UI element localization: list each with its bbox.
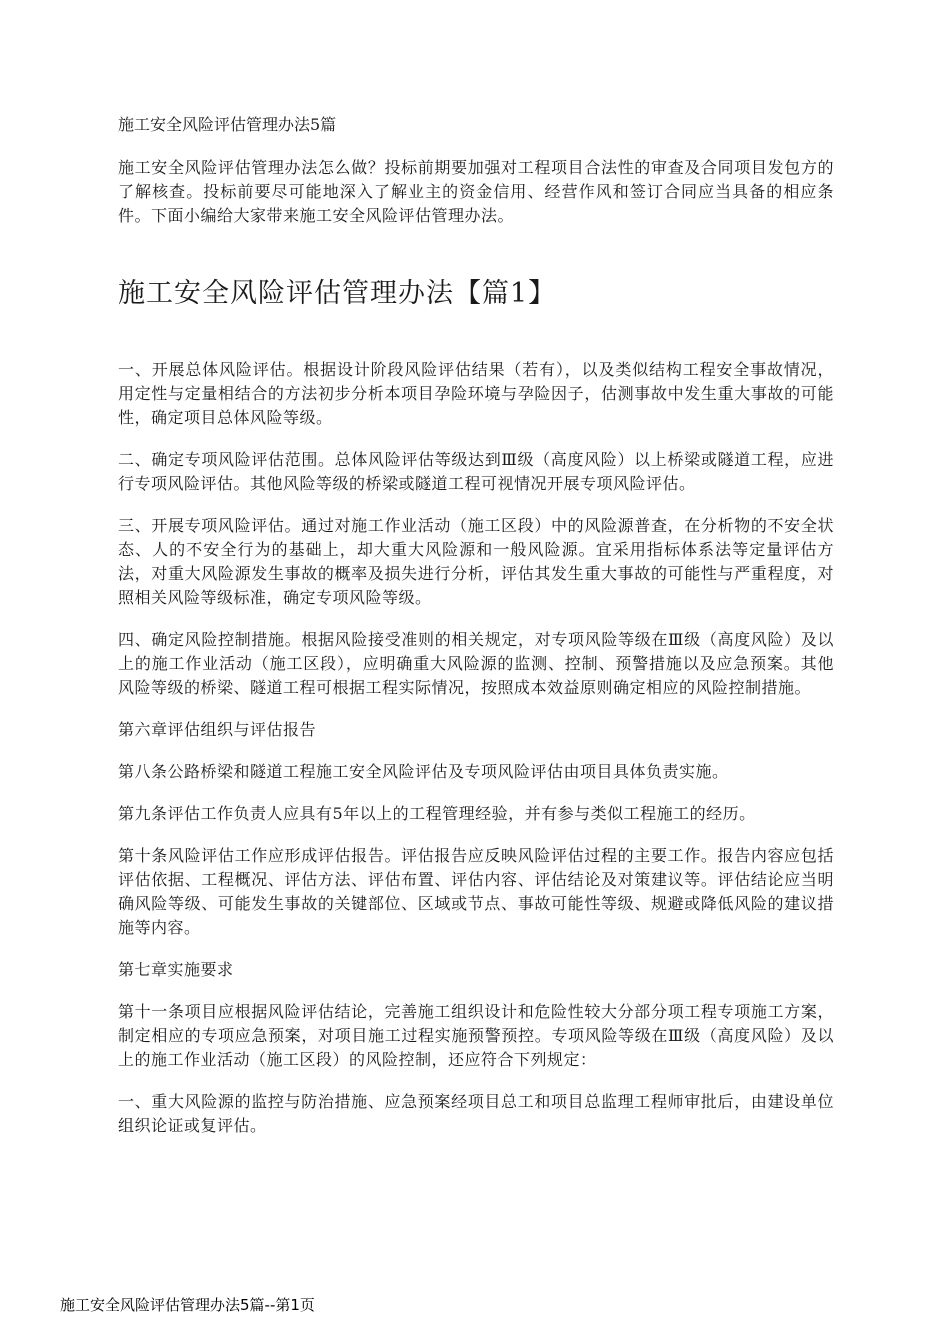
article-nine: 第九条评估工作负责人应具有5年以上的工程管理经验，并有参与类似工程施工的经历。 [118, 804, 756, 823]
chapter-six-heading: 第六章评估组织与评估报告 [118, 720, 317, 739]
chapter-seven-heading: 第七章实施要求 [118, 960, 234, 979]
article-eight: 第八条公路桥梁和隧道工程施工安全风险评估及专项风险评估由项目具体负责实施。 [118, 762, 729, 781]
document-title: 施工安全风险评估管理办法5篇 [118, 115, 337, 134]
section-heading: 施工安全风险评估管理办法【篇1】 [118, 278, 557, 309]
requirement-one: 一、重大风险源的监控与防治措施、应急预案经项目总工和项目总监理工程师审批后，由建设单位组织论证或复评估。 [118, 1092, 834, 1135]
paragraph-4: 四、确定风险控制措施。根据风险接受准则的相关规定，对专项风险等级在Ⅲ级（高度风险）及以上的施工作业活动（施工区段），应明确重大风险源的监测、控制、预警措施以及应急预案。其他风险等级的桥梁、隧道工程可根据工程实际情况，按照成本效益原则确定相应的风险控制措施。 [118, 630, 834, 697]
article-eleven: 第十一条项目应根据风险评估结论，完善施工组织设计和危险性较大分部分项工程专项施工方案，制定相应的专项应急预案，对项目施工过程实施预警预控。专项风险等级在Ⅲ级（高度风险）及以上的施工作业活动（施工区段）的风险控制，还应符合下列规定： [118, 1002, 834, 1069]
page-footer: 施工安全风险评估管理办法5篇--第1页 [60, 1296, 315, 1314]
article-ten: 第十条风险评估工作应形成评估报告。评估报告应反映风险评估过程的主要工作。报告内容应包括评估依据、工程概况、评估方法、评估布置、评估内容、评估结论及对策建议等。评估结论应当明确风险等级、可能发生事故的关键部位、区域或节点、事故可能性等级、规避或降低风险的建议措施等内容。 [118, 846, 834, 937]
paragraph-3: 三、开展专项风险评估。通过对施工作业活动（施工区段）中的风险源普查，在分析物的不安全状态、人的不安全行为的基础上，却大重大风险源和一般风险源。宜采用指标体系法等定量评估方法，对重大风险源发生事故的概率及损失进行分析，评估其发生重大事故的可能性与严重程度，对照相关风险等级标准，确定专项风险等级。 [118, 516, 834, 607]
document-body [118, 112, 834, 1156]
intro-paragraph: 施工安全风险评估管理办法怎么做？投标前期要加强对工程项目合法性的审查及合同项目发包方的了解核查。投标前要尽可能地深入了解业主的资金信用、经营作风和签订合同应当具备的相应条件。下面小编给大家带来施工安全风险评估管理办法。 [118, 158, 834, 225]
paragraph-1: 一、开展总体风险评估。根据设计阶段风险评估结果（若有），以及类似结构工程安全事故情况，用定性与定量相结合的方法初步分析本项目孕险环境与孕险因子，估测事故中发生重大事故的可能性，确定项目总体风险等级。 [118, 360, 834, 427]
paragraph-2: 二、确定专项风险评估范围。总体风险评估等级达到Ⅲ级（高度风险）以上桥梁或隧道工程，应进行专项风险评估。其他风险等级的桥梁或隧道工程可视情况开展专项风险评估。 [118, 450, 834, 493]
